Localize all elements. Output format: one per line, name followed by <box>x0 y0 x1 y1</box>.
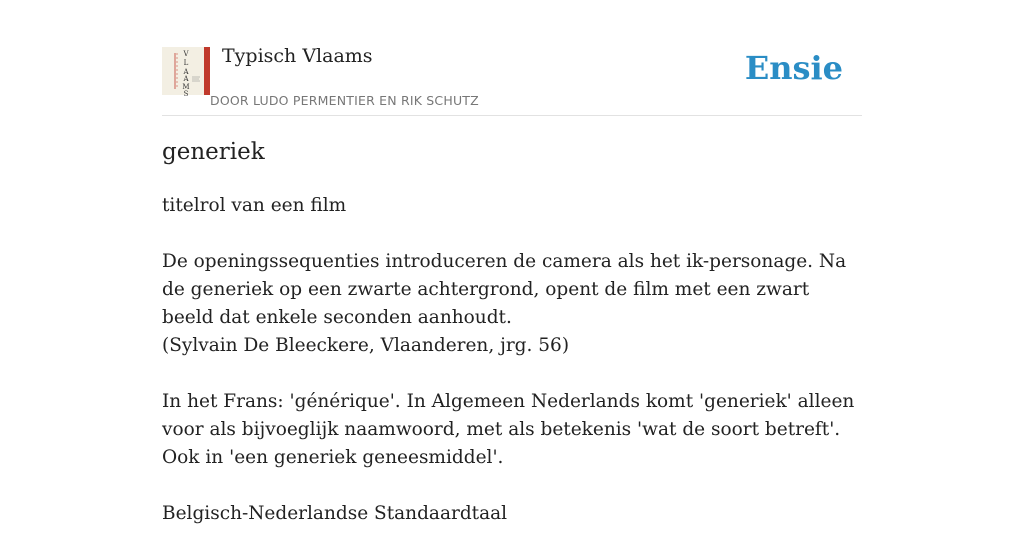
avatar-letter: S <box>183 90 189 98</box>
avatar-letter: M <box>182 83 190 91</box>
book-cover-avatar[interactable] <box>162 47 210 98</box>
avatar-letter: L <box>183 59 189 67</box>
entry-footer-line: Belgisch-Nederlandse Standaardtaal <box>162 503 508 524</box>
book-title[interactable]: Typisch Vlaams <box>222 45 373 67</box>
entry-source: (Sylvain De Bleeckere, Vlaanderen, jrg. 56) <box>162 335 570 356</box>
brand-logo[interactable]: Ensie <box>744 49 843 87</box>
header <box>162 0 862 116</box>
book-cover-icon <box>162 47 210 98</box>
entry-note: In het Frans: 'générique'. In Algemeen Nederlands komt 'generiek' alleen voor als bijvoeglijk naamwoord, met als betekenis 'wat de soort betreft'. Ook in 'een generiek geneesmiddel'. <box>162 391 855 468</box>
entry-example: De openingssequenties introduceren de camera als het ik-personage. Na de generiek op een zwarte achtergrond, opent de film met een zwart beeld dat enkele seconden aanhoudt. <box>162 251 847 328</box>
content-container <box>162 0 862 524</box>
avatar-letter: A <box>183 75 189 83</box>
avatar-letter: V <box>183 50 189 58</box>
book-authors: DOOR LUDO PERMENTIER EN RIK SCHUTZ <box>210 93 479 108</box>
entry-body <box>162 192 862 556</box>
avatar-letter: A <box>183 68 189 76</box>
entry-word: generiek <box>162 139 265 165</box>
entry-definition: titelrol van een film <box>162 195 347 216</box>
